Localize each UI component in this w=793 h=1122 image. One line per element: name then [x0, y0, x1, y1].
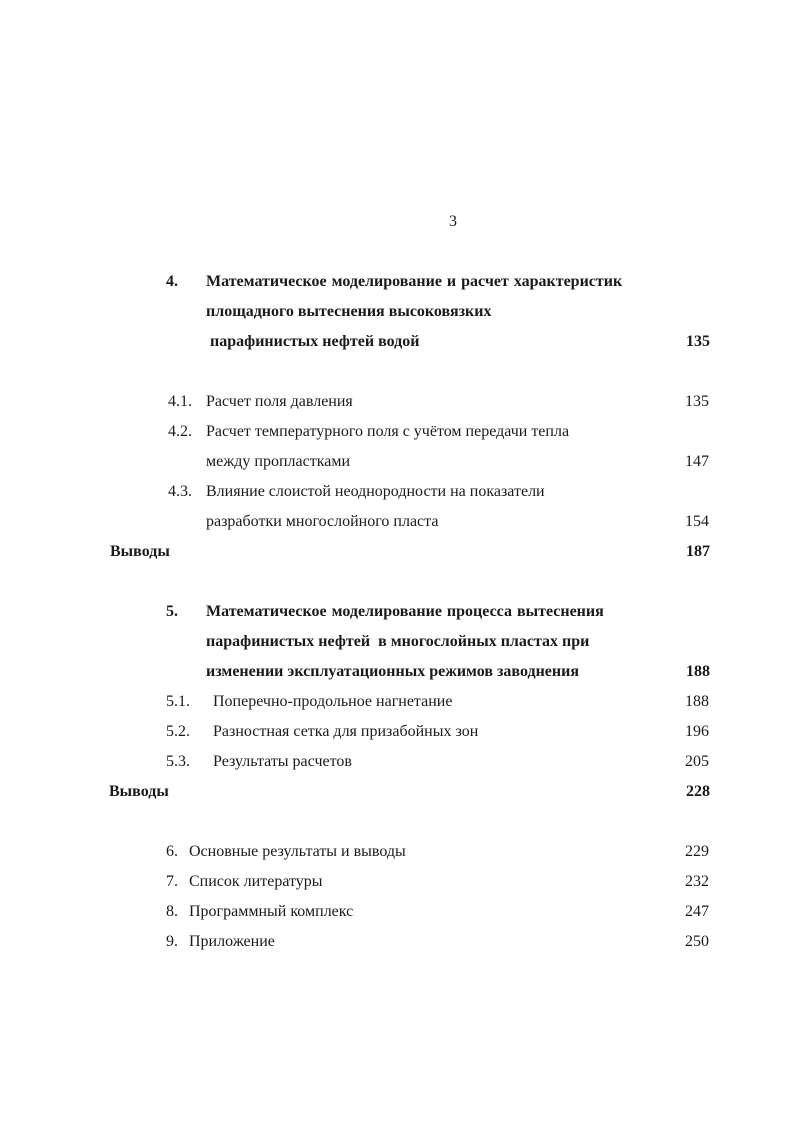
item-title: Приложение	[189, 933, 275, 950]
section-number: 5.2.	[166, 723, 190, 740]
item-number: 6.	[166, 843, 178, 860]
chapter-title-line: Математическое моделирование и расчет характеристик	[206, 273, 623, 290]
chapter-title-line: площадного вытеснения высоковязких	[206, 303, 492, 320]
section-title: Влияние слоистой неоднородности на показатели	[206, 483, 545, 500]
item-page: 229	[685, 843, 709, 860]
item-title: Основные результаты и выводы	[189, 843, 406, 860]
section-title-continued: между пропластками	[206, 453, 351, 470]
chapter-number: 5.	[166, 603, 178, 620]
section-page: 135	[685, 393, 709, 410]
section-page: 147	[685, 453, 709, 470]
chapter-title-line: изменении эксплуатационных режимов заводнения	[206, 663, 579, 680]
item-page: 247	[685, 903, 709, 920]
section-number: 5.3.	[166, 753, 190, 770]
item-page: 250	[685, 933, 709, 950]
item-number: 9.	[166, 933, 178, 950]
section-page: 154	[685, 513, 709, 530]
item-title: Программный комплекс	[189, 903, 354, 920]
chapter-title-line: парафинистых нефтей в многослойных пластах при	[206, 633, 590, 650]
section-title-continued: разработки многослойного пласта	[206, 513, 439, 530]
item-number: 7.	[166, 873, 178, 890]
conclusions-page: 187	[686, 543, 710, 560]
section-title: Разностная сетка для призабойных зон	[213, 723, 479, 740]
section-number: 4.3.	[168, 483, 192, 500]
item-number: 8.	[166, 903, 178, 920]
chapter-title-line: парафинистых нефтей водой	[210, 333, 420, 350]
chapter-page: 135	[686, 333, 710, 350]
section-title: Результаты расчетов	[213, 753, 352, 770]
section-number: 5.1.	[166, 693, 190, 710]
section-page: 205	[685, 753, 709, 770]
chapter-number: 4.	[166, 273, 178, 290]
section-title: Поперечно-продольное нагнетание	[213, 693, 453, 710]
section-page: 188	[685, 693, 709, 710]
page-number: 3	[449, 213, 457, 230]
conclusions-page: 228	[686, 783, 710, 800]
chapter-page: 188	[686, 663, 710, 680]
chapter-title-line: Математическое моделирование процесса вытеснения	[206, 603, 604, 620]
conclusions-label: Выводы	[109, 783, 169, 800]
conclusions-label: Выводы	[110, 543, 170, 560]
section-number: 4.1.	[168, 393, 192, 410]
section-title: Расчет поля давления	[206, 393, 353, 410]
item-page: 232	[685, 873, 709, 890]
section-title: Расчет температурного поля с учётом передачи тепла	[206, 423, 570, 440]
section-page: 196	[685, 723, 709, 740]
item-title: Список литературы	[189, 873, 323, 890]
section-number: 4.2.	[168, 423, 192, 440]
